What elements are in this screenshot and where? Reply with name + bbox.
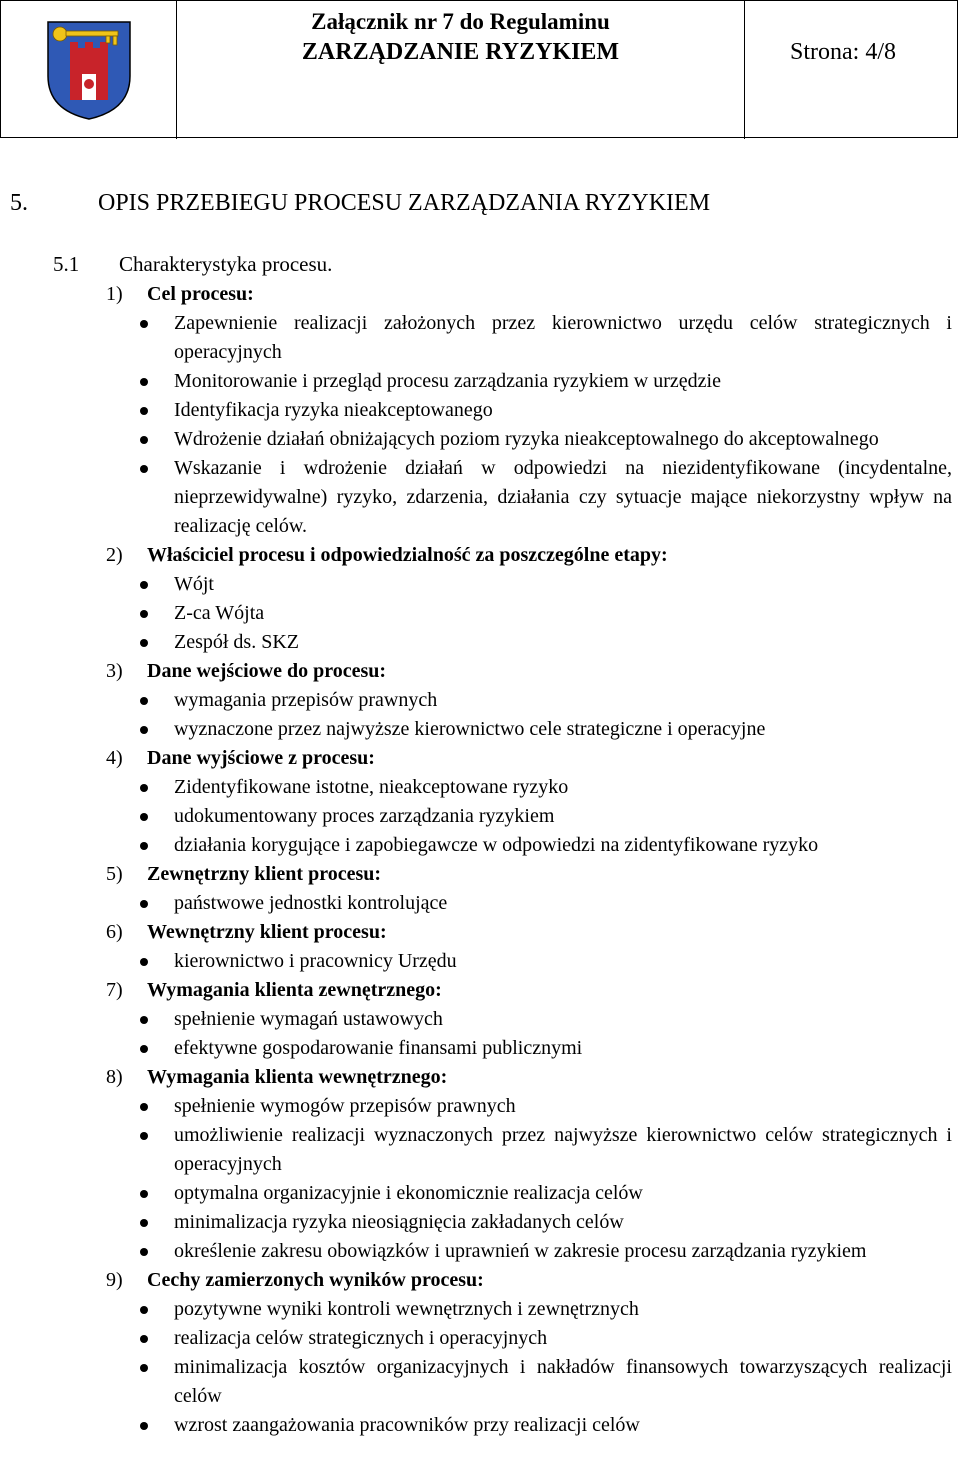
bullet-text: Monitorowanie i przegląd procesu zarządzania ryzykiem w urzędzie xyxy=(174,370,721,392)
subsection-number: 5.1 xyxy=(53,252,80,276)
list-item-title: Dane wyjściowe z procesu: xyxy=(147,747,375,769)
bullet-item xyxy=(0,1295,960,1324)
bullet-item xyxy=(0,367,960,396)
bullet-text: Zespół ds. SKZ xyxy=(174,631,299,653)
list-item-number: 3) xyxy=(106,660,123,682)
bullet-item xyxy=(0,773,960,802)
bullet-item xyxy=(0,1208,960,1237)
bullet-icon xyxy=(140,639,148,647)
list-item-title: Dane wejściowe do procesu: xyxy=(147,660,387,682)
list-item-number: 9) xyxy=(106,1269,123,1291)
list-item-number: 1) xyxy=(106,283,123,305)
bullet-icon xyxy=(140,465,148,473)
process-characteristics-list xyxy=(0,280,960,1440)
bullet-text: efektywne gospodarowanie finansami publicznymi xyxy=(174,1037,583,1059)
bullet-icon xyxy=(140,784,148,792)
bullet-item xyxy=(0,889,960,918)
bullet-item xyxy=(0,831,960,860)
list-item-number: 7) xyxy=(106,979,123,1001)
subsection-title: Charakterystyka procesu. xyxy=(119,252,333,276)
page-number-cell xyxy=(745,1,957,139)
bullet-icon xyxy=(140,958,148,966)
bullet-icon xyxy=(140,1190,148,1198)
bullet-icon xyxy=(140,1422,148,1430)
bullet-item xyxy=(0,802,960,831)
bullet-text: Z-ca Wójta xyxy=(174,602,265,624)
bullet-icon xyxy=(140,1219,148,1227)
bullet-text: udokumentowany proces zarządzania ryzykiem xyxy=(174,805,555,827)
list-item-heading xyxy=(0,918,960,947)
bullet-icon xyxy=(140,581,148,589)
list-item-number: 5) xyxy=(106,863,123,885)
bullet-icon xyxy=(140,378,148,386)
bullet-item xyxy=(0,1179,960,1208)
bullet-item xyxy=(0,599,960,628)
bullet-text: umożliwienie realizacji wyznaczonych przez najwyższe kierownictwo celów strategicznych i operacyjnych xyxy=(174,1124,952,1175)
bullet-item xyxy=(0,1121,960,1179)
coat-of-arms-cell xyxy=(1,1,177,139)
list-item-title: Właściciel procesu i odpowiedzialność za poszczególne etapy: xyxy=(147,544,668,566)
bullet-text: wymagania przepisów prawnych xyxy=(174,689,438,711)
coat-of-arms-icon xyxy=(44,18,134,122)
bullet-icon xyxy=(140,407,148,415)
bullet-icon xyxy=(140,726,148,734)
bullet-icon xyxy=(140,697,148,705)
bullet-item xyxy=(0,570,960,599)
list-item-heading xyxy=(0,976,960,1005)
bullet-text: wyznaczone przez najwyższe kierownictwo cele strategiczne i operacyjne xyxy=(174,718,766,740)
list-item-heading xyxy=(0,744,960,773)
list-item-title: Wymagania klienta zewnętrznego: xyxy=(147,979,442,1001)
list-item-number: 2) xyxy=(106,544,123,566)
bullet-text: Identyfikacja ryzyka nieakceptowanego xyxy=(174,399,493,421)
bullet-text: Zapewnienie realizacji założonych przez kierownictwo urzędu celów strategicznych i operacyjnych xyxy=(174,312,952,363)
list-item-title: Cechy zamierzonych wyników procesu: xyxy=(147,1269,484,1291)
list-item-number: 4) xyxy=(106,747,123,769)
bullet-text: Wdrożenie działań obniżających poziom ryzyka nieakceptowalnego do akceptowalnego xyxy=(174,428,879,450)
bullet-icon xyxy=(140,900,148,908)
bullet-item xyxy=(0,454,960,541)
bullet-item xyxy=(0,1324,960,1353)
bullet-item xyxy=(0,947,960,976)
bullet-icon xyxy=(140,813,148,821)
bullet-text: realizacja celów strategicznych i operacyjnych xyxy=(174,1327,548,1349)
bullet-icon xyxy=(140,1045,148,1053)
list-item-number: 8) xyxy=(106,1066,123,1088)
subsection-heading xyxy=(53,252,333,277)
list-item-heading xyxy=(0,280,960,309)
bullet-icon xyxy=(140,1248,148,1256)
list-item-title: Cel procesu: xyxy=(147,283,254,305)
bullet-item xyxy=(0,1237,960,1266)
bullet-item xyxy=(0,1092,960,1121)
bullet-text: minimalizacja ryzyka nieosiągnięcia zakładanych celów xyxy=(174,1211,624,1233)
list-item-heading xyxy=(0,541,960,570)
bullet-text: państwowe jednostki kontrolujące xyxy=(174,892,448,914)
bullet-icon xyxy=(140,610,148,618)
section-title: OPIS PRZEBIEGU PROCESU ZARZĄDZANIA RYZYKIEM xyxy=(98,190,711,216)
bullet-item xyxy=(0,425,960,454)
bullet-icon xyxy=(140,1016,148,1024)
list-item-title: Zewnętrzny klient procesu: xyxy=(147,863,382,885)
list-item-heading xyxy=(0,1063,960,1092)
bullet-text: spełnienie wymagań ustawowych xyxy=(174,1008,443,1030)
bullet-text: spełnienie wymogów przepisów prawnych xyxy=(174,1095,516,1117)
bullet-icon xyxy=(140,1364,148,1372)
bullet-item xyxy=(0,1005,960,1034)
bullet-text: wzrost zaangażowania pracowników przy realizacji celów xyxy=(174,1414,640,1436)
header-title xyxy=(177,1,745,139)
bullet-text: pozytywne wyniki kontroli wewnętrznych i zewnętrznych xyxy=(174,1298,639,1320)
bullet-text: działania korygujące i zapobiegawcze w odpowiedzi na zidentyfikowane ryzyko xyxy=(174,834,819,856)
bullet-text: kierownictwo i pracownicy Urzędu xyxy=(174,950,457,972)
bullet-text: optymalna organizacyjnie i ekonomicznie realizacja celów xyxy=(174,1182,643,1204)
bullet-icon xyxy=(140,842,148,850)
bullet-item xyxy=(0,309,960,367)
list-item-heading xyxy=(0,1266,960,1295)
bullet-icon xyxy=(140,1103,148,1111)
bullet-item xyxy=(0,1353,960,1411)
bullet-text: Wójt xyxy=(174,573,214,595)
header-title-line2: ZARZĄDZANIE RYZYKIEM xyxy=(301,39,620,65)
header-title-line1: Załącznik nr 7 do Regulaminu xyxy=(311,9,610,34)
list-item-number: 6) xyxy=(106,921,123,943)
list-item-heading xyxy=(0,860,960,889)
bullet-text: minimalizacja kosztów organizacyjnych i nakładów finansowych towarzyszących realizacji celów xyxy=(174,1356,952,1407)
bullet-icon xyxy=(140,320,148,328)
bullet-item xyxy=(0,1034,960,1063)
bullet-item xyxy=(0,715,960,744)
section-number: 5. xyxy=(10,190,28,216)
bullet-item xyxy=(0,396,960,425)
bullet-item xyxy=(0,628,960,657)
list-item-title: Wymagania klienta wewnętrznego: xyxy=(147,1066,448,1088)
document-header xyxy=(0,0,958,138)
list-item-heading xyxy=(0,657,960,686)
bullet-text: Zidentyfikowane istotne, nieakceptowane ryzyko xyxy=(174,776,569,798)
bullet-icon xyxy=(140,1306,148,1314)
bullet-icon xyxy=(140,436,148,444)
list-item-title: Wewnętrzny klient procesu: xyxy=(147,921,387,943)
bullet-text: Wskazanie i wdrożenie działań w odpowiedzi na niezidentyfikowane (incydentalne, nieprzewidywalne) ryzyko, zdarzenia, działania czy sytuacje mające niekorzystny wpływ na realizację celów. xyxy=(174,457,952,537)
bullet-icon xyxy=(140,1335,148,1343)
bullet-item xyxy=(0,686,960,715)
bullet-icon xyxy=(140,1132,148,1140)
bullet-text: określenie zakresu obowiązków i uprawnień w zakresie procesu zarządzania ryzykiem xyxy=(174,1240,867,1262)
page-number: Strona: 4/8 xyxy=(790,39,896,65)
bullet-item xyxy=(0,1411,960,1440)
